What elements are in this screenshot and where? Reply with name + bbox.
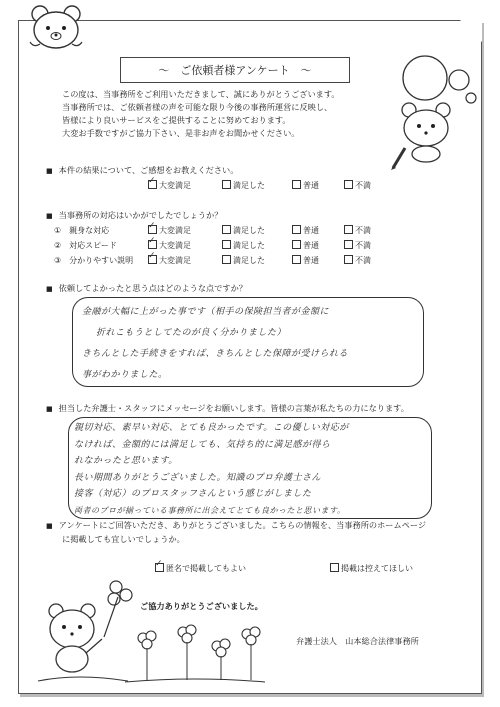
q1-question: ■ 本件の結果について、ご感想をお教えください。 bbox=[46, 165, 238, 176]
q4-answer bbox=[74, 420, 434, 519]
checkbox[interactable] bbox=[222, 180, 231, 189]
q5-option-no[interactable]: 掲載は控えてほしい bbox=[330, 563, 413, 574]
q2-row-label: ② 対応スピード bbox=[54, 241, 117, 250]
q1-option-3[interactable]: 不満 bbox=[344, 180, 371, 191]
survey-title: ～ ご依頼者様アンケート ～ bbox=[120, 57, 350, 83]
handwritten-line: 金融が大幅に上がった事です（相手の保険担当者が金額に bbox=[82, 307, 330, 317]
intro-line: 皆様により良いサービスをご提供することに努めております。 bbox=[62, 115, 291, 125]
handwritten-line: きちんとした手続きをすれば、きちんとした保障が受けられる bbox=[82, 349, 349, 359]
q2-row1-option-0[interactable]: ✓ 大変満足 bbox=[148, 225, 191, 236]
q4-question: ■ 担当した弁護士・スタッフにメッセージをお願いします。皆様の言葉が私たちの力になります。 bbox=[46, 403, 409, 414]
q2-row2-option-2[interactable]: 普通 bbox=[292, 240, 319, 251]
office-name: 弁護士法人 山本総合法律事務所 bbox=[296, 636, 419, 646]
q1-option-0[interactable]: ✓大変満足 bbox=[148, 180, 191, 191]
clover-decoration-icon bbox=[125, 618, 265, 688]
handwritten-line: 両者のプロが揃っている事務所に出会えてとても良かったと思います。 bbox=[74, 505, 346, 515]
q2-row-label: ① 親身な対応 bbox=[54, 226, 110, 235]
q5-question-cont: に掲載しても宜しいでしょうか。 bbox=[62, 534, 185, 544]
q1-option-2[interactable]: 普通 bbox=[292, 180, 319, 191]
handwritten-line: れなかったと思います。 bbox=[74, 456, 178, 466]
q5-option-yes[interactable]: ✓匿名で掲載してもよい bbox=[155, 563, 246, 574]
q2-row2-option-3[interactable]: 不満 bbox=[344, 240, 371, 251]
handwritten-line: 折れこもうとしてたのが良く分かりました） bbox=[96, 328, 287, 338]
q2-row2-option-0[interactable]: ✓ 大変満足 bbox=[148, 240, 191, 251]
checkbox[interactable] bbox=[292, 180, 301, 189]
intro-text bbox=[62, 88, 392, 140]
checkbox-checked[interactable] bbox=[155, 563, 164, 572]
q2-row3-option-0[interactable]: ✓ 大変満足 bbox=[148, 255, 191, 266]
checkbox-checked[interactable] bbox=[148, 180, 157, 189]
page-curl bbox=[460, 20, 482, 42]
handwritten-line: 親切対応、素早い対応、とても良かったです。この優しい対応が bbox=[74, 423, 349, 433]
q2-row-label: ③ 分かりやすい説明 bbox=[54, 256, 134, 265]
q3-answer bbox=[82, 302, 422, 386]
bear-peeking-icon bbox=[20, 2, 90, 52]
handwritten-line: なければ、金額的には満足しても、気持ち的に満足感が得ら bbox=[74, 439, 331, 450]
handwritten-line: 事がわかりました。 bbox=[82, 370, 168, 380]
intro-line: 大変お手数ですがご協力下さい、是非お声をお聞かせください。 bbox=[62, 128, 300, 138]
thanks-message: ご協力ありがとうございました。 bbox=[140, 601, 263, 611]
checkbox[interactable] bbox=[330, 563, 339, 572]
checkbox[interactable] bbox=[344, 180, 353, 189]
q3-question: ■ 依頼してよかったと思う点はどのような点ですか？ bbox=[46, 283, 247, 294]
q2-row3-option-1[interactable]: 満足した bbox=[222, 255, 265, 266]
q1-option-1[interactable]: 満足した bbox=[222, 180, 265, 191]
bear-with-clover-icon bbox=[38, 575, 133, 685]
q2-row3-option-3[interactable]: 不満 bbox=[344, 255, 371, 266]
q2-row2-option-1[interactable]: 満足した bbox=[222, 240, 265, 251]
intro-line: 当事務所では、ご依頼者様の声を可能な限り今後の事務所運営に反映し、 bbox=[62, 102, 333, 112]
q2-row1-option-2[interactable]: 普通 bbox=[292, 225, 319, 236]
intro-line: この度は、当事務所をご利用いただきまして、誠にありがとうございます。 bbox=[62, 89, 340, 99]
handwritten-line: 長い期間ありがとうございました。知識のプロ弁護士さん bbox=[74, 472, 322, 483]
handwritten-line: 接客（対応）のプロスタッフさんという感じがしました bbox=[74, 489, 312, 499]
q5-question: ■ アンケートにご回答いただき、ありがとうございました。こちらの情報を、当事務所のホームページ bbox=[46, 520, 426, 531]
q2-question: ■ 当事務所の対応はいかがでしたでしょうか？ bbox=[46, 210, 222, 221]
q2-row1-option-3[interactable]: 不満 bbox=[344, 225, 371, 236]
q2-row1-option-1[interactable]: 満足した bbox=[222, 225, 265, 236]
q2-row3-option-2[interactable]: 普通 bbox=[292, 255, 319, 266]
